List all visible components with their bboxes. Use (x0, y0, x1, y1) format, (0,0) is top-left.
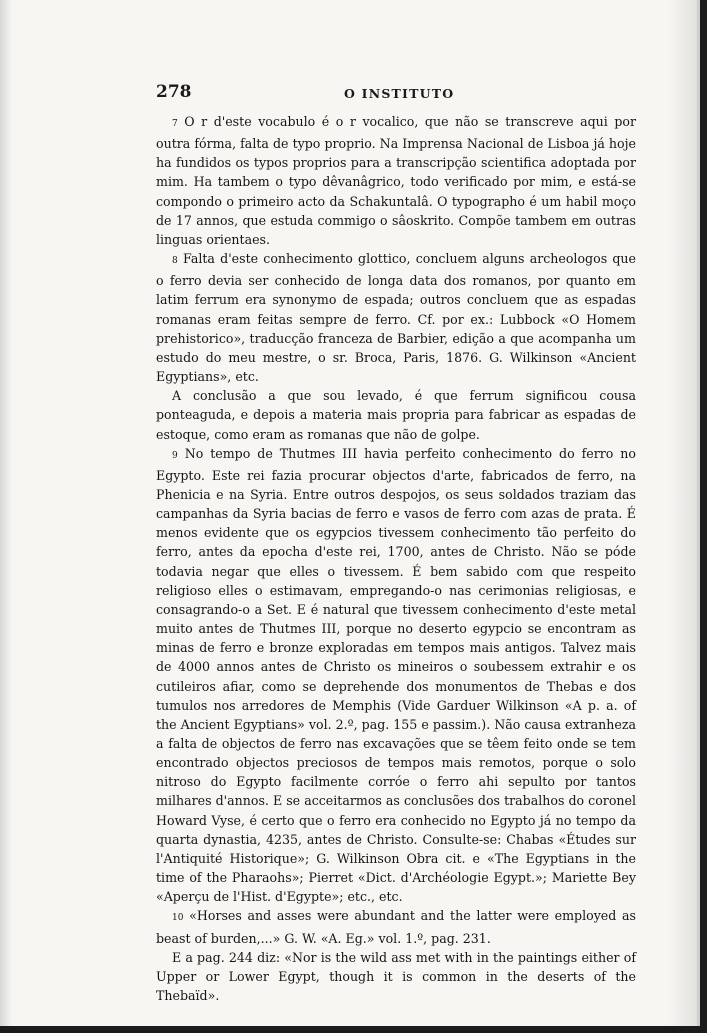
footnote-10-continuation (156, 948, 636, 1005)
footnote-number: 9 (172, 450, 178, 461)
footnote-text: Falta d'este conhecimento glottico, concluem alguns archeologos que o ferro devia ser conhecido de longa data dos romanos, por quanto em latim ferrum era synonymo de espada; outros concluem que as espadas romanas eram feitas sempre de ferro. Cf. por ex.: Lubbock «O Homem prehistorico», traducção franceza de Barbier, edição a que acompanha um estudo do meu mestre, o sr. Broca, Paris, 1876. G. Wilkinson «Ancient Egyptians», etc. (156, 251, 636, 385)
footnote-7 (156, 112, 636, 249)
footnote-text: No tempo de Thutmes III havia perfeito conhecimento do ferro no Egypto. Este rei fazia procurar objectos d'arte, fabricados de ferro, na Phenicia e na Syria. Entre outros despojos, os seus soldados traziam das campanhas da Syria bacias de ferro e vasos de ferro com azas de prata. É menos evidente que os egypcios tivessem conhecimento tão perfeito do ferro, antes da epocha d'este rei, 1700, antes de Christo. Não se póde todavia negar que elles o tivessem. É bem sabido com que respeito religioso elles o estimavam, empregando-o nas cerimonias religiosas, e consagrando-o a Set. E é natural que tivessem conhecimento d'este metal muito antes de Thutmes III, porque no deserto egypcio se encontram as minas de ferro e bronze exploradas em tempos mais antigos. Talvez mais de 4000 annos antes de Christo os mineiros o soubessem extrahir e os cutileiros afiar, como se deprehende dos monumentos de Thebas e dos tumulos nos arredores de Memphis (Vide Garduer Wilkinson «A p. a. of the Ancient Egyptians» vol. 2.º, pag. 155 e passim.). Não causa extranheza a falta de objectos de ferro nas excavações que se têem feito onde se tem encontrado objectos preciosos de tempos mais remotos, porque o solo nitroso do Egypto facilmente corróe o ferro ahi sepulto por tantos milhares d'annos. E se acceitarmos as conclusões dos trabalhos do coronel Howard Vyse, é certo que o ferro era conhecido no Egypto já no tempo da quarta dynastia, 4235, antes de Christo. Consulte-se: Chabas «Études sur l'Antiquité Historique»; G. Wilkinson Obra cit. e «The Egyptians in the time of the Pharaohs»; Pierret «Dict. d'Archéologie Egypt.»; Mariette Bey «Aperçu de l'Hist. d'Egypte»; etc., etc. (156, 445, 636, 905)
footnote-number: 7 (172, 119, 178, 129)
footnotes-body (156, 112, 636, 1005)
page-edge-shadow (667, 0, 697, 1026)
footnote-text: «Horses and asses were abundant and the latter were employed as beast of burden,...» G. W. «A. Eg.» vol. 1.º, pag. 231. (156, 908, 636, 946)
page-gutter-shadow (0, 0, 12, 1026)
footnote-number: 10 (172, 913, 184, 924)
footnote-8-continuation (156, 386, 636, 443)
page-number: 278 (156, 82, 192, 102)
footnote-8 (156, 249, 636, 386)
footnote-text: A conclusão a que sou levado, é que ferrum significou cousa ponteaguda, e depois a materia mais propria para fabricar as espadas de estoque, como eram as romanas que não de golpe. (156, 388, 636, 442)
footnote-10 (156, 906, 636, 947)
footnote-number: 8 (172, 256, 178, 267)
running-header (156, 82, 636, 108)
journal-title: O INSTITUTO (344, 86, 455, 101)
footnote-text: E a pag. 244 diz: «Nor is the wild ass met with in the paintings either of Upper or Lower Egypt, though it is common in the deserts of the Thebaïd». (156, 949, 636, 1004)
footnote-9 (156, 444, 636, 907)
footnote-text: O r d'este vocabulo é o r vocalico, que não se transcreve aqui por outra fórma, falta de typo proprio. Na Imprensa Nacional de Lisboa já hoje ha fundidos os typos proprios para a transcripção scientifica adoptada por mim. Ha tambem o typo dêvanâgrico, todo verificado por mim, e está-se compondo o primeiro acto da Schakuntalâ. O typographo é um habil moço de 17 annos, que estuda commigo o sâoskrito. Compõe tambem em outras linguas orientaes. (156, 114, 636, 247)
